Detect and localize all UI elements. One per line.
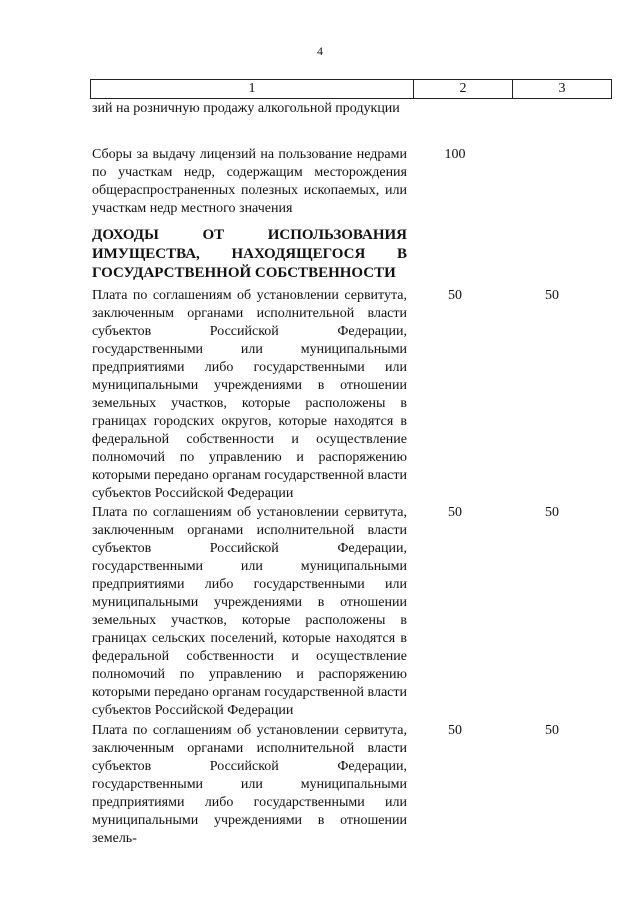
row-description: Плата по соглашениям об установлении сервитута, заключенным органами исполнительной власти субъектов Российской Федерации, государственными или муниципальными предприятиями либо государственными или муниципальными учреждениями в отношении земельных участков, которые расположены в границах сельских поселений, которые находятся в федеральной собственности и осуществление полномочий по управлению и распоряжению которыми передано органам государственной власти субъектов Российской Федерации	[92, 505, 407, 718]
column-header-table	[90, 79, 612, 99]
row-description: Плата по соглашениям об установлении сервитута, заключенным органами исполнительной власти субъектов Российской Федерации, государственными или муниципальными предприятиями либо государственными или муниципальными учреждениями в отношении земельных участков, которые расположены в границах городских округов, которые находятся в федеральной собственности и осуществление полномочий по управлению и распоряжению которыми передано органам государственной власти субъектов Российской Федерации	[92, 288, 407, 501]
continuation-text: зий на розничную продажу алкогольной продукции	[92, 101, 400, 116]
row-value-col2: 50	[448, 288, 462, 303]
column-header-2: 2	[414, 80, 513, 99]
section-heading: ДОХОДЫ ОТ ИСПОЛЬЗОВАНИЯ ИМУЩЕСТВА, НАХОДЯЩЕГОСЯ В ГОСУДАРСТВЕННОЙ СОБСТВЕННОСТИ	[92, 227, 407, 281]
column-header-3: 3	[513, 80, 612, 99]
column-header-1: 1	[91, 80, 414, 99]
row-value-col3: 50	[545, 288, 559, 303]
row-value-col2: 50	[448, 723, 462, 738]
row-value-col2: 100	[444, 147, 466, 162]
row-value-col2: 50	[448, 505, 462, 520]
row-description: Плата по соглашениям об установлении сервитута, заключенным органами исполнительной власти субъектов Российской Федерации, государственными или муниципальными предприятиями либо государственными или муниципальными учреждениями в отношении земель-	[92, 723, 407, 846]
page-number: 4	[317, 44, 323, 58]
row-value-col3: 50	[545, 723, 559, 738]
row-description: Сборы за выдачу лицензий на пользование недрами по участкам недр, содержащим месторождения общераспространенных полезных ископаемых, или участкам недр местного значения	[92, 147, 407, 216]
row-value-col3: 50	[545, 505, 559, 520]
